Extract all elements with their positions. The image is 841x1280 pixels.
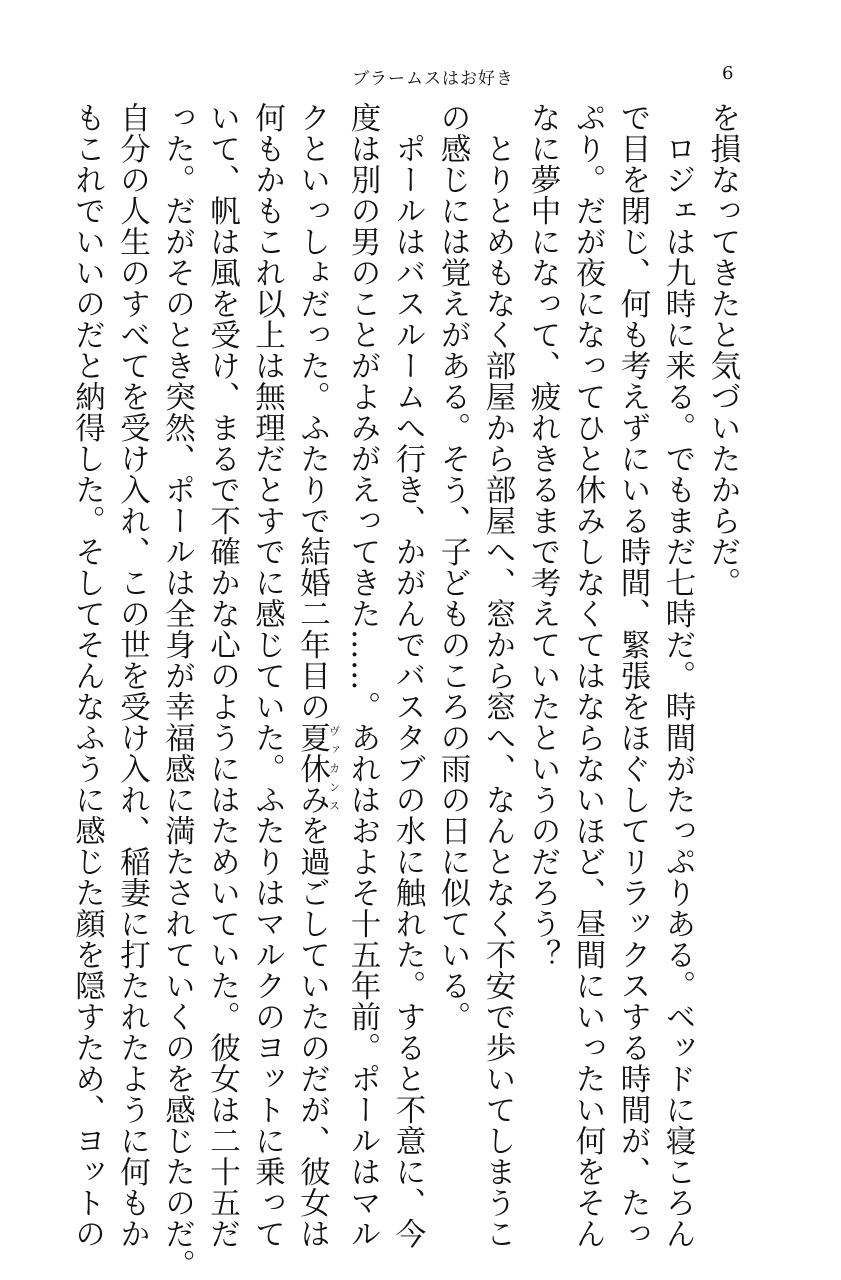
- text-line-14: 自分の人生のすべてを受け入れ、この世を受け入れ、稲妻に打たれたように何もか: [114, 102, 150, 1249]
- text-line-3: で目を閉じ、何も考えずにいる時間、緊張をほぐしてリラックスする時間が、たっ: [615, 102, 650, 1249]
- text-line-7: の感じには覚えがある。そう、子どものころの雨の日に似ている。: [435, 102, 470, 1032]
- text-line-10: クといっしょだった。ふたりで結婚二年目の夏休みヴァカンスを過ごしていたのだが、彼女は: [294, 102, 341, 1249]
- page-number: 6: [722, 63, 734, 84]
- text-line-9: 度は別の男のことがよみがえってきた……。あれはおよそ十五年前。ポールはマル: [345, 102, 380, 1249]
- ruby-annotation: 夏休みヴァカンス: [294, 722, 341, 815]
- text-line-2: ロジェは九時に来る。でもまだ七時だ。時間がたっぷりある。ベッドに寝ころん: [660, 102, 695, 1249]
- running-header: ブラームスはお好き: [352, 69, 514, 89]
- text-line-11: 何もかもこれ以上は無理だとすでに感じていた。ふたりはマルクのヨットに乗って: [249, 102, 285, 1249]
- text-line-1: を損なってきたと気づいたからだ。: [705, 102, 740, 598]
- text-line-12: いて、帆は風を受け、まるで不確かな心のようにはためいていた。彼女は二十五だ: [204, 102, 240, 1249]
- text-line-4: ぷり。だが夜になってひと休みしなくてはならないほど、昼間にいったい何をそん: [570, 102, 605, 1249]
- ruby-reading: ヴァカンス: [327, 722, 341, 815]
- text-line-6: とりとめもなく部屋から部屋へ、窓から窓へ、なんとなく不安で歩いてしまうこ: [480, 102, 515, 1249]
- body-text: [65, 102, 746, 1280]
- text-line-8: ポールはバスルームへ行き、かがんでバスタブの水に触れた。すると不意に、今: [390, 102, 425, 1249]
- text-line-15: もこれでいいのだと納得した。そしてそんなふうに感じた顔を隠すため、ヨットの: [69, 102, 105, 1249]
- text-line-5: なに夢中になって、疲れきるまで考えていたというのだろう？: [525, 102, 560, 970]
- text-line-13: った。だがそのとき突然、ポールは全身が幸福感に満たされていくのを感じたのだ。: [159, 102, 195, 1280]
